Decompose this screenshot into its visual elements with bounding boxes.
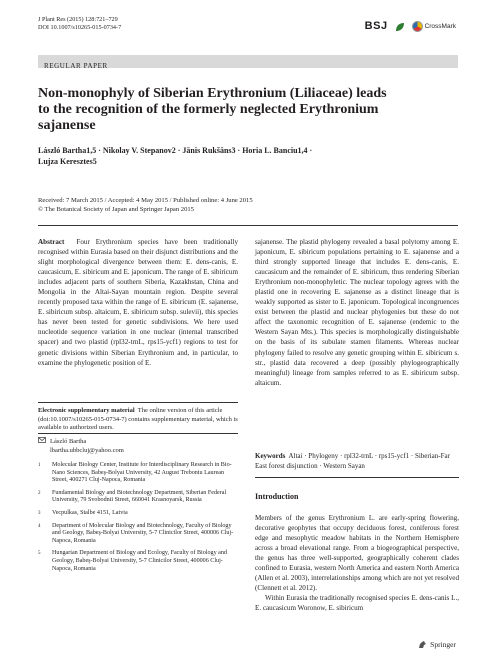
doi-line: DOI 10.1007/s10265-015-0734-7 bbox=[38, 24, 122, 31]
received-accepted-line: Received: 7 March 2015 / Accepted: 4 May 2015 / Published online: 4 June 2015 bbox=[38, 197, 253, 204]
esm-text: The online version of this article (doi:10.1007/s10265-015-0734-7) contains supplementary material, which is available to authorized users. bbox=[38, 407, 238, 431]
title-line-2: to the recognition of the formerly neglected Erythronium bbox=[38, 102, 379, 117]
affiliation-number: 1 bbox=[38, 463, 41, 468]
affiliation-item bbox=[38, 490, 238, 505]
affiliation-text: Molecular Biology Center, Institute for Interdisciplinary Research in Bio-Nano Sciences, Babeş-Bolyai University, 42 August Treboniu Laurean Street, 400271 Cluj-Napoca, Romania bbox=[52, 462, 232, 484]
affiliation-text: Department of Molecular Biology and Biotechnology, Faculty of Biology and Geology, Babeş-Bolyai University, 5-7 Clinicilor Street, 400006 Cluj-Napoca, Romania bbox=[52, 522, 234, 544]
keywords-text: Altai · Phylogeny · rpl32-trnL · rps15-ycf1 · Siberian-Far East forest disjunction · Western Sayan bbox=[255, 452, 450, 470]
abstract-left-column bbox=[38, 237, 238, 368]
copyright-line: © The Botanical Society of Japan and Springer Japan 2015 bbox=[38, 206, 194, 213]
abstract-text-right: sajanense. The plastid phylogeny revealed a basal polytomy among E. japonicum, E. sibiricum populations pertaining to E. sajanense and a third strongly supported lineage that includes E. dens-canis, E. caucasicum and the remainder of E. sibiricum, thus rendering Siberian Erythronium non-monophyletic. The nuclear topology agrees with the plastid one in recovering E. sajanense as a distinct lineage that is weakly supported as sister to E. japonicum. Topological incongruences exist between the plastid and nuclear phylogenies but these do not affect the taxonomic recognition of E. sajanense (endemic to the Western Sayan Mts.). This species is morphologically distinguishable on the basis of its subulate stamen filaments. Whereas nuclear phylogeny failed to resolve any genetic grouping within E. sibiricum s. str., plastid data recovered a deep (possibly phylogeographically meaningful) lineage from samples referred to as E. sibiricum subsp. altaicum. bbox=[255, 238, 459, 387]
divider-esm bbox=[38, 402, 238, 403]
keywords-heading: Keywords bbox=[255, 452, 286, 460]
corresponding-author bbox=[38, 437, 238, 455]
affiliations-list bbox=[38, 462, 238, 578]
affiliation-item bbox=[38, 462, 238, 485]
publication-dates bbox=[38, 196, 458, 214]
author-list bbox=[38, 145, 458, 167]
crossmark-label: CrossMark bbox=[424, 22, 456, 30]
bsj-logo: BSJ bbox=[364, 20, 388, 32]
article-title bbox=[38, 86, 438, 134]
affiliation-item bbox=[38, 510, 238, 518]
keywords bbox=[255, 451, 459, 471]
affiliation-number: 2 bbox=[38, 490, 41, 496]
article-type-label: REGULAR PAPER bbox=[44, 62, 108, 70]
envelope-icon bbox=[38, 437, 46, 447]
journal-header bbox=[38, 16, 121, 32]
affiliation-number: 4 bbox=[38, 523, 41, 529]
contact-email[interactable]: lbartha.ubbcluj@yahoo.com bbox=[50, 446, 124, 454]
authors-line-2: Lujza Keresztes5 bbox=[38, 157, 97, 166]
abstract-text-left: Four Erythronium species have been traditionally recognised within Eurasia based on their disjunct distributions and the slight morphological divergence between them: E. dens-canis, E. caucasicum, E. sibiricum and E. japonicum. The range of E. sibiricum includes adjacent parts of southern Siberia, Kazakhstan, China and Mongolia in the Altai-Sayan mountain region. Despite several recently proposed taxa within the range of E. sibiricum (E. sajanense, E. sibiricum subsp. altaicum, E. sibiricum subsp. sulevii), this species has never been tested for genetic subdivisions. We here used nucleotide sequence variation in one nuclear (internal transcribed spacer) and two plastid (rpl32-trnL, rps15-ycf1) regions to test for genetic divisions within Siberian Erythronium and, in particular, to examine the phylogenetic position of E. bbox=[38, 238, 238, 367]
introduction-paragraph: Members of the genus Erythronium L. are early-spring flowering, decorative geophytes that occupy deciduous forest, coniferous forest edge and mesophytic meadow habitats in the Northern Hemisphere across a broad elevational range. From a biogeographical perspective, the genus has three well-supported, geographically coherent clades confined to Eurasia, western North America and eastern North America (Allen et al. 2003), interrelationships among which are not yet resolved (Clennett et al. 2012). bbox=[255, 514, 459, 593]
article-type-banner bbox=[38, 55, 458, 68]
abstract-heading: Abstract bbox=[38, 238, 65, 246]
introduction-paragraph: Within Eurasia the traditionally recognised species E. dens-canis L., E. caucasicum Woronow, E. sibiricum bbox=[255, 594, 459, 613]
affiliation-text: Vecpulkas, Stalbe 4151, Latvia bbox=[52, 509, 128, 516]
divider-contact bbox=[38, 433, 238, 434]
supplementary-note bbox=[38, 407, 238, 433]
contact-name: László Bartha bbox=[50, 437, 87, 445]
title-line-3: sajanense bbox=[38, 118, 96, 133]
esm-heading: Electronic supplementary material bbox=[38, 407, 135, 414]
introduction-body bbox=[255, 513, 459, 613]
divider-top bbox=[38, 225, 458, 226]
introduction-heading: Introduction bbox=[255, 492, 299, 501]
affiliation-text: Fundamental Biology and Biotechnology Department, Siberian Federal University, 79 Svobodnii Street, 660041 Krasnoyarsk, Russia bbox=[52, 489, 227, 504]
affiliation-text: Hungarian Department of Biology and Ecology, Faculty of Biology and Geology, Babeş-Bolyai University, 5-7 Clinicilor Street, 400006 Cluj-Napoca, Romania bbox=[52, 550, 227, 572]
springer-horse-icon bbox=[418, 640, 427, 649]
affiliation-item bbox=[38, 523, 238, 546]
affiliation-item bbox=[38, 550, 238, 573]
crossmark-badge[interactable] bbox=[412, 21, 456, 32]
affiliation-number: 5 bbox=[38, 551, 41, 557]
title-line-1: Non-monophyly of Siberian Erythronium (Liliaceae) leads bbox=[38, 86, 387, 101]
authors-line-1: László Bartha1,5 · Nikolay V. Stepanov2 · Jānis Rukšāns3 · Horia L. Banciu1,4 · bbox=[38, 146, 313, 155]
divider-keywords bbox=[255, 477, 459, 478]
affiliation-number: 3 bbox=[38, 510, 41, 516]
springer-label: Springer bbox=[430, 640, 456, 649]
journal-citation: J Plant Res (2015) 128:721–729 bbox=[38, 16, 118, 23]
crossmark-icon bbox=[412, 21, 423, 32]
abstract-right-column bbox=[255, 237, 459, 388]
leaf-icon bbox=[394, 20, 406, 32]
springer-footer bbox=[418, 640, 456, 649]
header-logos bbox=[365, 20, 456, 32]
